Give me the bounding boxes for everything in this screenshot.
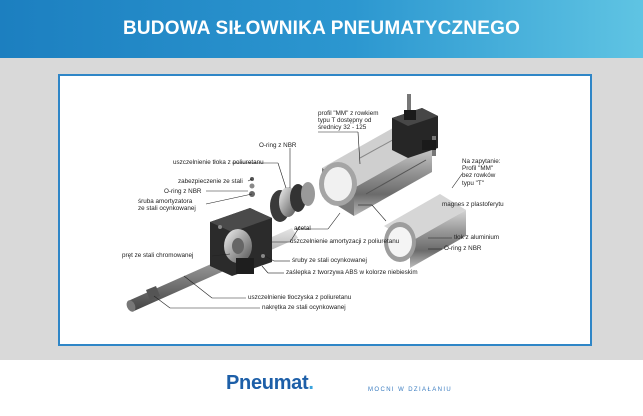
brand-logo	[226, 372, 314, 395]
label-nut: nakrętka ze stali ocynkowanej	[262, 304, 346, 311]
footer	[0, 360, 643, 416]
label-rod-seal: uszczelnienie tłoczyska z poliuretanu	[248, 294, 352, 301]
label-ferrite-magnet: magnes z plastoferytu	[442, 201, 504, 208]
label-oring-right: O-ring z NBR	[444, 245, 482, 252]
label-chrome-rod: pręt ze stali chromowanej	[122, 252, 194, 259]
label-cushion-seal: uszczelnienie amortyzacji z poliuretanu	[290, 238, 400, 245]
label-cushion-screw: śruba amortyzatora ze stali ocynkowanej	[138, 198, 196, 213]
label-acetal: acetal	[294, 225, 311, 232]
label-aluminium-piston: tłok z aluminium	[454, 234, 500, 241]
brand-tagline: MOCNI W DZIAŁANIU	[368, 387, 453, 393]
front-end-cap	[210, 208, 272, 276]
label-galvanized-screws: śruby ze stali ocynkowanej	[292, 257, 367, 264]
header-banner	[0, 0, 643, 58]
label-profile-mm: profil "MM" z rowkiem typu T dostępny od średnicy 32 - 125	[318, 110, 379, 132]
page-title: BUDOWA SIŁOWNIKA PNEUMATYCZNEGO	[122, 18, 521, 39]
brand-name: Pneumat	[226, 372, 309, 394]
label-abs-cap: zaślepka z tworzywa ABS w kolorze niebieskim	[286, 269, 418, 276]
label-oring-mid: O-ring z NBR	[164, 188, 202, 195]
label-piston-seal: uszczelnienie tłoka z poliuretanu	[173, 159, 264, 166]
label-oring-top: O-ring z NBR	[259, 142, 297, 149]
label-piston-lock: zabezpieczenie ze stali	[178, 178, 243, 185]
diagram-frame	[58, 74, 592, 346]
label-on-request: Na zapytanie: Profil "MM" bez rowków typu "T"	[462, 158, 501, 187]
rear-end-cap	[392, 94, 438, 158]
brand-dot: .	[308, 372, 314, 394]
